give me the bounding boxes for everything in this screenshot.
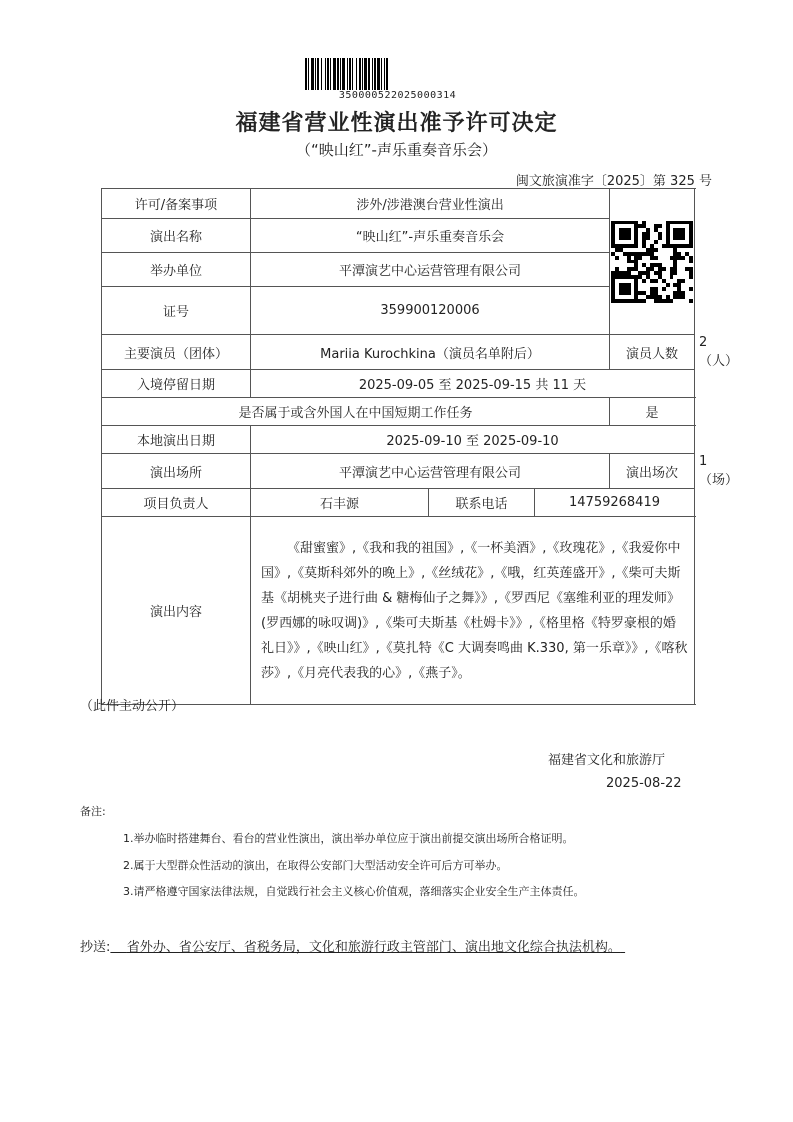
barcode-icon — [305, 58, 490, 90]
barcode-number: 350000522025000314 — [338, 90, 457, 101]
public-note: （此件主动公开） — [80, 699, 185, 714]
show-name-label: 演出名称 — [102, 219, 251, 253]
cert-no-value: 359900120006 — [251, 287, 610, 335]
page-title: 福建省营业性演出准予许可决定 — [235, 111, 558, 136]
qr-code-icon — [611, 221, 693, 303]
cc-underline-spacer — [110, 940, 127, 955]
main-performer-value: Mariia Kurochkina（演员名单附后） — [251, 335, 610, 370]
remark-item: 3.请严格遵守国家法律法规，自觉践行社会主义核心价值观，落细落实企业安全生产主体责任。 — [123, 885, 585, 898]
manager-value: 石丰源 — [251, 489, 429, 517]
organizer-label: 举办单位 — [102, 253, 251, 287]
document-number: 闽文旅演准字〔2025〕第 325 号 — [515, 174, 712, 189]
phone-value: 14759268419 — [535, 489, 695, 517]
remark-item: 1.举办临时搭建舞台、看台的营业性演出，演出举办单位应于演出前提交演出场所合格证明。 — [123, 832, 574, 845]
qr-cell — [610, 189, 695, 335]
performer-count-label: 演员人数 — [610, 335, 695, 370]
main-performer-label: 主要演员（团体） — [102, 335, 251, 370]
page-subtitle: （“映山红”-声乐重奏音乐会） — [296, 141, 497, 159]
issue-date: 2025-08-22 — [606, 776, 682, 791]
venue-value: 平潭演艺中心运营管理有限公司 — [251, 454, 610, 489]
local-date-value: 2025-09-10 至 2025-09-10 — [251, 426, 695, 454]
cert-no-label: 证号 — [102, 287, 251, 335]
sessions-label: 演出场次 — [610, 454, 695, 489]
cc-label: 抄送: — [80, 940, 111, 955]
content-value: 《甜蜜蜜》,《我和我的祖国》,《一杯美酒》,《玫瑰花》,《我爱你中国》,《莫斯科郊外的晚上》,《丝绒花》,《哦，红英莲盛开》,《柴可夫斯基《胡桃夹子进行曲 & 糖梅仙子之舞》》,《罗西尼《塞维利亚的理发师》(罗西娜的咏叹调)》,《柴可夫斯基《杜姆卡》》,《格里格《特罗豪根的婚礼日》》,《映山红》,《莫扎特《C 大调奏鸣曲 K.330, 第一乐章》》,《喀秋莎》,《月亮代表我的心》,《燕子》。 — [251, 517, 695, 705]
phone-label: 联系电话 — [429, 489, 535, 517]
cc-underline-spacer — [621, 940, 625, 955]
entry-stay-value: 2025-09-05 至 2025-09-15 共 11 天 — [251, 370, 695, 398]
content-label: 演出内容 — [102, 517, 251, 705]
entry-stay-label: 入境停留日期 — [102, 370, 251, 398]
license-item-value: 涉外/涉港澳台营业性演出 — [251, 189, 610, 219]
show-name-value: “映山红”-声乐重奏音乐会 — [251, 219, 610, 253]
cc-block — [80, 935, 713, 960]
remark-item: 2.属于大型群众性活动的演出，在取得公安部门大型活动安全许可后方可举办。 — [123, 859, 508, 872]
organizer-value: 平潭演艺中心运营管理有限公司 — [251, 253, 610, 287]
license-item-label: 许可/备案事项 — [102, 189, 251, 219]
short-term-work-value: 是 — [610, 398, 695, 426]
license-table: 许可/备案事项 涉外/涉港澳台营业性演出 演出名称 “映山红”-声乐重奏音乐会 举办单位 平潭演艺中心运营管理有限公司 证号 359900120006 主要演员（团体） Mariia Kurochkina（演员名单附后） 演员人数 2（人） 入境停留日期 2025-09-05 至 2025-09-15 共 11 天 是否属于或含外国人在中国短期工作任务 是 本地演出日期 2025-09-10 至 2025-09-10 演出场所 平潭演艺中心运营管理有限公司 演出场次 1（场） 项目负责人 石丰源 联系电话 14759268419 演出内容 《甜蜜蜜》,《我和我的祖国》,《一杯美酒》,《玫瑰花》,《我爱你中国》,《莫斯科郊外的晚上》,《丝绒花》,《哦，红英莲盛开》,《柴可夫斯基《胡桃夹子进行曲 & 糖梅仙子之舞》》,《罗西尼《塞维利亚的理发师》(罗西娜的咏叹调)》,《柴可夫斯基《杜姆卡》》,《格里格《特罗豪根的婚礼日》》,《映山红》,《莫扎特《C 大调奏鸣曲 K.330, 第一乐章》》,《喀秋莎》,《月亮代表我的心》,《燕子》。 — [101, 188, 695, 705]
cc-value: 省外办、省公安厅、省税务局，文化和旅游行政主管部门、演出地文化综合执法机构。 — [126, 940, 621, 955]
manager-label: 项目负责人 — [102, 489, 251, 517]
issuer: 福建省文化和旅游厅 — [548, 753, 666, 768]
local-date-label: 本地演出日期 — [102, 426, 251, 454]
remarks-title: 备注: — [80, 805, 106, 818]
short-term-work-label: 是否属于或含外国人在中国短期工作任务 — [102, 398, 610, 426]
venue-label: 演出场所 — [102, 454, 251, 489]
